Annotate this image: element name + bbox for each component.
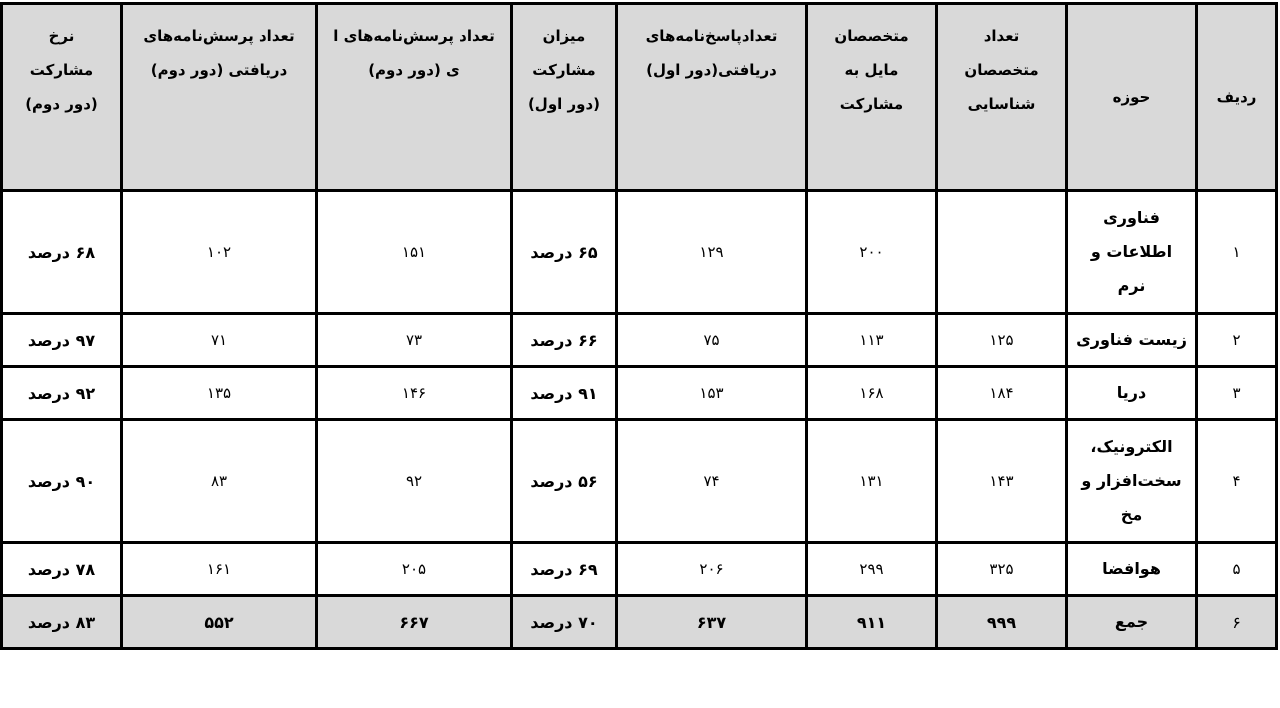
total-row	[2, 596, 1277, 649]
table-row	[2, 367, 1277, 420]
header-domain: حوزه	[1067, 4, 1197, 191]
participation-rate-round2-cell: ۸۳ درصد	[2, 596, 122, 649]
responses-round1-cell: ۱۲۹	[617, 191, 807, 314]
questionnaires-sent-round2-cell: ۶۶۷	[317, 596, 512, 649]
row-number: ۲	[1197, 314, 1277, 367]
questionnaires-sent-round2-cell: ۱۵۱	[317, 191, 512, 314]
responses-round1-cell: ۱۵۳	[617, 367, 807, 420]
questionnaires-received-round2-cell: ۱۰۲	[122, 191, 317, 314]
questionnaires-sent-round2-cell: ۷۳	[317, 314, 512, 367]
header-participation-round1: میزان مشارکت (دور اول)	[512, 4, 617, 191]
header-responses-round1: تعدادپاسخ‌نامه‌های دریافتی(دور اول)	[617, 4, 807, 191]
experts-identified-cell: ۹۹۹	[937, 596, 1067, 649]
participation-round1-cell: ۹۱ درصد	[512, 367, 617, 420]
participation-table	[0, 2, 1278, 650]
experts-identified-cell: ۱۴۳	[937, 420, 1067, 543]
experts-identified-cell: ۱۲۵	[937, 314, 1067, 367]
experts-identified-cell: ۳۲۵	[937, 543, 1067, 596]
questionnaires-sent-round2-cell: ۹۲	[317, 420, 512, 543]
table-row	[2, 191, 1277, 314]
participation-rate-round2-cell: ۷۸ درصد	[2, 543, 122, 596]
responses-round1-cell: ۶۳۷	[617, 596, 807, 649]
domain-cell: الکترونیک، سخت‌افزار و مخ	[1067, 420, 1197, 543]
experts-willing-cell: ۲۹۹	[807, 543, 937, 596]
table-row	[2, 420, 1277, 543]
header-questionnaires-received-round2: تعداد پرسش‌نامه‌های دریافتی (دور دوم)	[122, 4, 317, 191]
questionnaires-received-round2-cell: ۵۵۲	[122, 596, 317, 649]
row-number: ۱	[1197, 191, 1277, 314]
participation-round1-cell: ۶۵ درصد	[512, 191, 617, 314]
participation-rate-round2-cell: ۶۸ درصد	[2, 191, 122, 314]
participation-round1-cell: ۶۹ درصد	[512, 543, 617, 596]
row-number: ۵	[1197, 543, 1277, 596]
responses-round1-cell: ۲۰۶	[617, 543, 807, 596]
experts-willing-cell: ۱۱۳	[807, 314, 937, 367]
participation-rate-round2-cell: ۹۷ درصد	[2, 314, 122, 367]
domain-cell: دریا	[1067, 367, 1197, 420]
questionnaires-received-round2-cell: ۸۳	[122, 420, 317, 543]
experts-willing-cell: ۲۰۰	[807, 191, 937, 314]
participation-round1-cell: ۵۶ درصد	[512, 420, 617, 543]
participation-round1-cell: ۷۰ درصد	[512, 596, 617, 649]
domain-cell: فناوری اطلاعات و نرم	[1067, 191, 1197, 314]
row-number: ۳	[1197, 367, 1277, 420]
domain-cell: زیست فناوری	[1067, 314, 1197, 367]
questionnaires-received-round2-cell: ۱۳۵	[122, 367, 317, 420]
questionnaires-received-round2-cell: ۱۶۱	[122, 543, 317, 596]
header-participation-rate-round2: نرخ مشارکت (دور دوم)	[2, 4, 122, 191]
participation-rate-round2-cell: ۹۰ درصد	[2, 420, 122, 543]
row-number: ۶	[1197, 596, 1277, 649]
table-row	[2, 543, 1277, 596]
questionnaires-received-round2-cell: ۷۱	[122, 314, 317, 367]
responses-round1-cell: ۷۴	[617, 420, 807, 543]
participation-round1-cell: ۶۶ درصد	[512, 314, 617, 367]
header-questionnaires-sent-round2: تعداد پرسش‌نامه‌های ا ی (دور دوم)	[317, 4, 512, 191]
experts-willing-cell: ۹۱۱	[807, 596, 937, 649]
experts-identified-cell: ۱۸۴	[937, 367, 1067, 420]
domain-cell: هوافضا	[1067, 543, 1197, 596]
header-row-number: ردیف	[1197, 4, 1277, 191]
header-experts-willing: متخصصان مایل به مشارکت	[807, 4, 937, 191]
domain-cell: جمع	[1067, 596, 1197, 649]
participation-rate-round2-cell: ۹۲ درصد	[2, 367, 122, 420]
header-row	[2, 4, 1277, 191]
header-experts-identified: تعداد متخصصان شناسایی	[937, 4, 1067, 191]
row-number: ۴	[1197, 420, 1277, 543]
experts-willing-cell: ۱۶۸	[807, 367, 937, 420]
questionnaires-sent-round2-cell: ۲۰۵	[317, 543, 512, 596]
responses-round1-cell: ۷۵	[617, 314, 807, 367]
experts-willing-cell: ۱۳۱	[807, 420, 937, 543]
table-row	[2, 314, 1277, 367]
experts-identified-cell	[937, 191, 1067, 314]
questionnaires-sent-round2-cell: ۱۴۶	[317, 367, 512, 420]
